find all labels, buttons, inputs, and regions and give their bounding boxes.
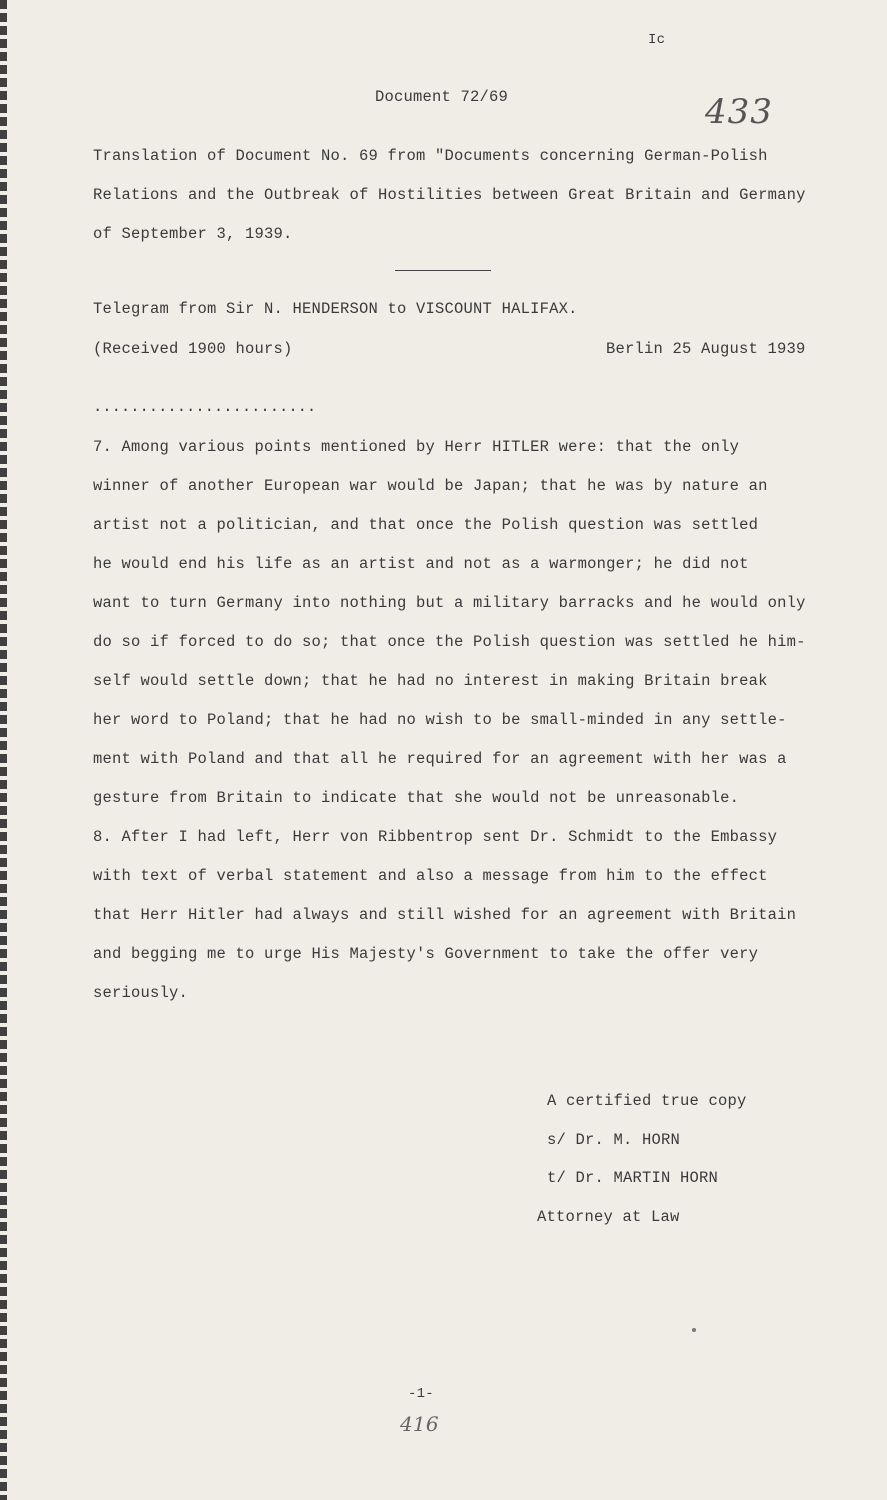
body-line: with text of verbal statement and also a message from him to the effect [93, 867, 768, 885]
separator-rule [395, 270, 491, 271]
translation-line: Relations and the Outbreak of Hostilities between Great Britain and Germany [93, 186, 806, 204]
body-line: want to turn Germany into nothing but a military barracks and he would only [93, 594, 806, 612]
omission-dots: ........................ [93, 398, 317, 416]
body-line: winner of another European war would be Japan; that he was by nature an [93, 477, 768, 495]
body-line: gesture from Britain to indicate that she would not be unreasonable. [93, 789, 740, 807]
certification-block [537, 1090, 747, 1244]
page-number: -1- [408, 1386, 434, 1402]
received-time: (Received 1900 hours) [93, 340, 293, 358]
body-line: self would settle down; that he had no interest in making Britain break [93, 672, 768, 690]
body-line: ment with Poland and that all he required for an agreement with her was a [93, 750, 787, 768]
translation-line: Translation of Document No. 69 from "Documents concerning German-Polish [93, 147, 768, 165]
certification-title: A certified true copy [547, 1092, 747, 1110]
body-line: artist not a politician, and that once the Polish question was settled [93, 516, 759, 534]
typed-name: t/ Dr. MARTIN HORN [547, 1169, 719, 1187]
translation-line: of September 3, 1939. [93, 225, 293, 243]
translation-heading [93, 145, 833, 262]
dateline: Berlin 25 August 1939 [606, 340, 806, 358]
signature-line: s/ Dr. M. HORN [547, 1130, 681, 1149]
body-line: seriously. [93, 984, 189, 1002]
corner-mark: Ic [648, 32, 666, 48]
attorney-role: Attorney at Law [537, 1207, 680, 1226]
body-line: that Herr Hitler had always and still wished for an agreement with Britain [93, 906, 797, 924]
body-line: and begging me to urge His Majesty's Government to take the offer very [93, 945, 759, 963]
body-line: he would end his life as an artist and not as a warmonger; he did not [93, 555, 749, 573]
document-number: Document 72/69 [375, 88, 509, 106]
binding-edge [0, 0, 7, 1500]
telegram-heading: Telegram from Sir N. HENDERSON to VISCOUNT HALIFAX. [93, 300, 578, 318]
telegram-body [93, 436, 833, 1021]
handwritten-page-number: 416 [400, 1412, 439, 1436]
body-line: her word to Poland; that he had no wish to be small-minded in any settle- [93, 711, 787, 729]
paper-speck [692, 1328, 696, 1332]
body-line: 8. After I had left, Herr von Ribbentrop sent Dr. Schmidt to the Embassy [93, 828, 778, 846]
body-line: do so if forced to do so; that once the Polish question was settled he him- [93, 633, 806, 651]
handwritten-number: 433 [705, 92, 773, 132]
body-line: 7. Among various points mentioned by Herr HITLER were: that the only [93, 438, 740, 456]
